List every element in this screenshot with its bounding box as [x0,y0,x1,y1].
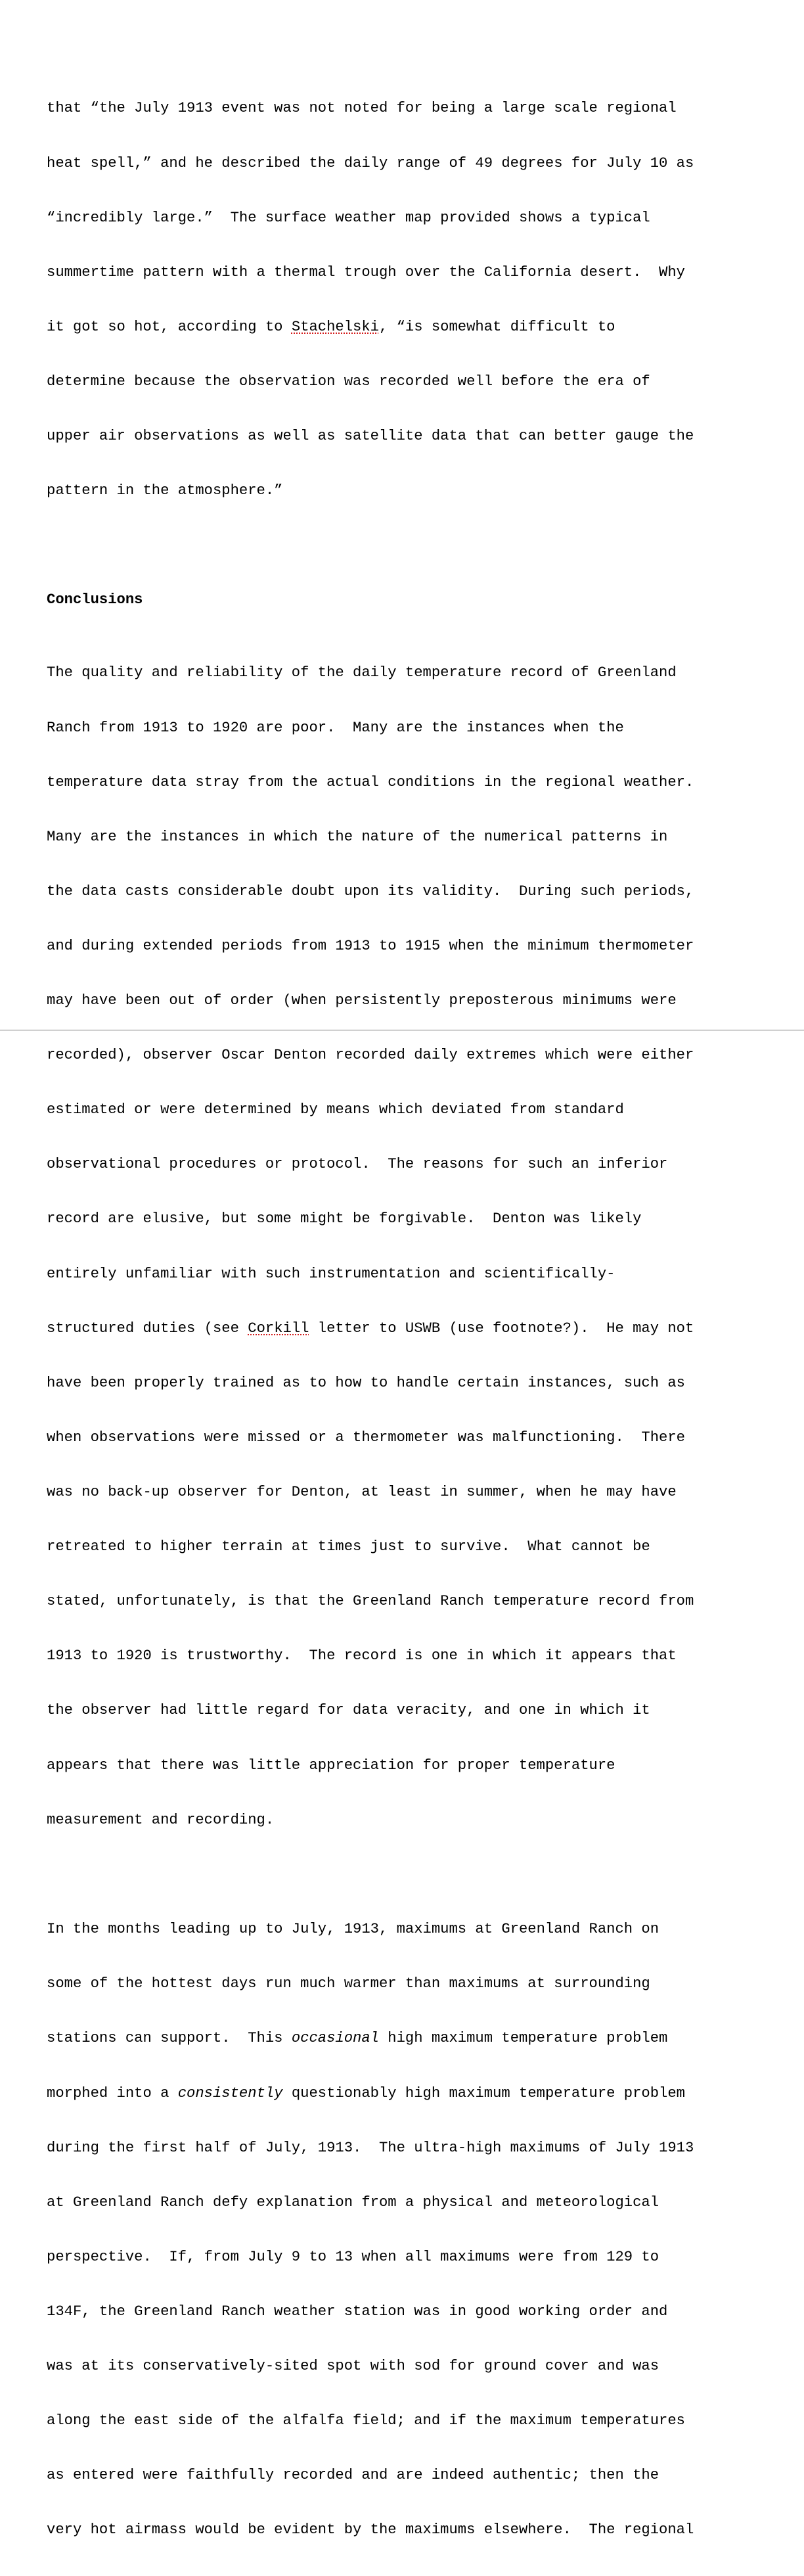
spellcheck-flagged-word[interactable]: Stachelski [291,318,379,335]
text-line: stated, unfortunately, is that the Greenland Ranch temperature record from [47,1593,694,1610]
text-line [47,1320,756,1338]
months-paragraph [47,1884,756,2576]
text-line: upper air observations as well as satellite data that can better gauge the [47,428,694,445]
text-line: when observations were missed or a thermometer was malfunctioning. There [47,1429,685,1446]
text-segment: it got so hot, according to [47,318,292,335]
spellcheck-flagged-word[interactable]: Corkill [248,1320,309,1337]
text-line: have been properly trained as to how to handle certain instances, such as [47,1374,685,1391]
text-line: that “the July 1913 event was not noted for being a large scale regional [47,100,677,117]
text-line: perspective. If, from July 9 to 13 when all maximums were from 129 to [47,2248,659,2265]
document-page [47,63,756,2576]
text-line: retreated to higher terrain at times just to survive. What cannot be [47,1538,650,1555]
text-line: Many are the instances in which the nature of the numerical patterns in [47,828,668,845]
text-line: determine because the observation was recorded well before the era of [47,373,650,390]
text-line: was at its conservatively-sited spot with sod for ground cover and was [47,2358,659,2375]
text-line: “incredibly large.” The surface weather map provided shows a typical [47,209,650,226]
text-line: 134F, the Greenland Ranch weather station was in good working order and [47,2303,668,2320]
section-heading: Conclusions [47,591,143,609]
text-line: recorded), observer Oscar Denton recorded daily extremes which were either [47,1047,694,1064]
text-line [47,2029,756,2048]
text-line: temperature data stray from the actual conditions in the regional weather. [47,773,694,791]
text-line: was no back-up observer for Denton, at least in summer, when he may have [47,1484,677,1501]
text-line: entirely unfamiliar with such instrumentation and scientifically- [47,1265,615,1282]
text-segment: , “is somewhat difficult to [378,318,615,335]
text-line: during the first half of July, 1913. The ultra-high maximums of July 1913 [47,2139,694,2156]
intro-paragraph [47,63,756,536]
italic-emphasis: occasional [291,2030,379,2047]
text-line: at Greenland Ranch defy explanation from a physical and meteorological [47,2194,659,2211]
text-line: may have been out of order (when persistently preposterous minimums were [47,992,677,1009]
text-segment: letter to USWB (use footnote?). He may not [309,1320,694,1337]
text-line: Ranch from 1913 to 1920 are poor. Many are the instances when the [47,719,624,736]
text-segment: stations can support. This [47,2030,292,2047]
text-line: along the east side of the alfalfa field; and if the maximum temperatures [47,2412,685,2429]
text-line: In the months leading up to July, 1913, maximums at Greenland Ranch on [47,1921,659,1938]
text-segment: morphed into a [47,2084,178,2102]
text-line: very hot airmass would be evident by the maximums elsewhere. The regional [47,2521,694,2539]
text-line: the observer had little regard for data veracity, and one in which it [47,1702,650,1719]
text-line [47,318,756,336]
text-line: The quality and reliability of the daily temperature record of Greenland [47,664,677,681]
text-line: 1913 to 1920 is trustworthy. The record is one in which it appears that [47,1647,677,1665]
text-segment: high maximum temperature problem [378,2030,668,2047]
text-line: some of the hottest days run much warmer than maximums at surrounding [47,1975,650,1992]
text-line: pattern in the atmosphere.” [47,482,283,499]
text-line: record are elusive, but some might be forgivable. Denton was likely [47,1210,642,1228]
text-line: observational procedures or protocol. The reasons for such an inferior [47,1156,668,1173]
conclusions-paragraph [47,628,756,1866]
text-line: summertime pattern with a thermal trough over the California desert. Why [47,264,685,281]
text-line: the data casts considerable doubt upon its validity. During such periods, [47,883,694,900]
text-line: as entered were faithfully recorded and are indeed authentic; then the [47,2467,659,2484]
text-line: and during extended periods from 1913 to 1915 when the minimum thermometer [47,937,694,954]
text-segment: structured duties (see [47,1320,248,1337]
text-line: heat spell,” and he described the daily range of 49 degrees for July 10 as [47,154,694,172]
text-line: measurement and recording. [47,1811,275,1828]
italic-emphasis: consistently [177,2084,283,2102]
text-segment: questionably high maximum temperature problem [282,2084,685,2102]
text-line: estimated or were determined by means which deviated from standard [47,1101,624,1118]
text-line: appears that there was little appreciation for proper temperature [47,1757,615,1774]
text-line [47,2084,756,2103]
